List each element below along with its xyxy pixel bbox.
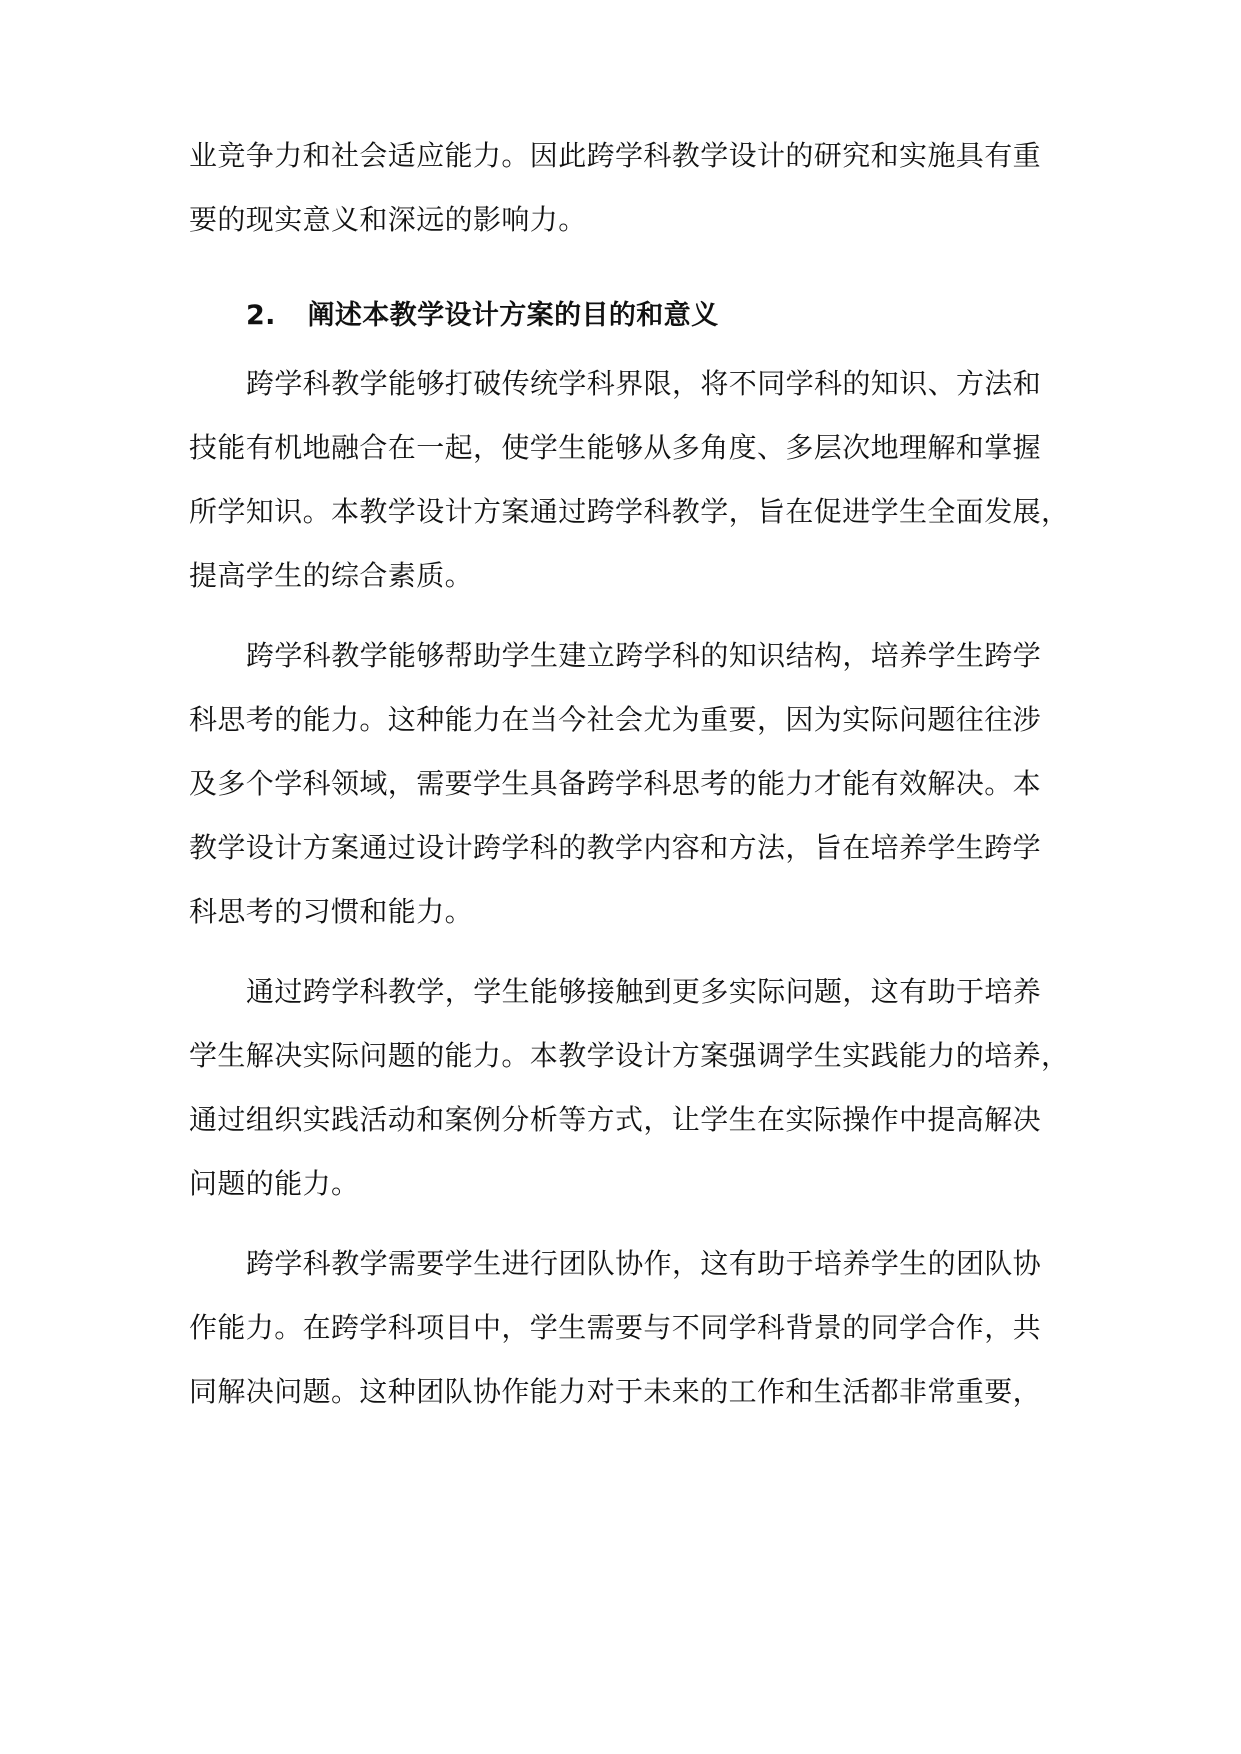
paragraph-2-line-2: 科思考的能力。这种能力在当今社会尤为重要，因为实际问题往往涉 bbox=[189, 703, 1042, 736]
paragraph-3-line-3: 通过组织实践活动和案例分析等方式，让学生在实际操作中提高解决 bbox=[189, 1103, 1042, 1136]
paragraph-2-line-5: 科思考的习惯和能力。 bbox=[189, 895, 474, 928]
paragraph-1-line-4: 提高学生的综合素质。 bbox=[189, 559, 474, 592]
paragraph-1-line-1: 跨学科教学能够打破传统学科界限，将不同学科的知识、方法和 bbox=[246, 367, 1042, 400]
paragraph-3-line-4: 问题的能力。 bbox=[189, 1167, 360, 1200]
paragraph-2-line-1: 跨学科教学能够帮助学生建立跨学科的知识结构，培养学生跨学 bbox=[246, 639, 1042, 672]
continuation-line-2: 要的现实意义和深远的影响力。 bbox=[189, 203, 587, 236]
paragraph-4-line-1: 跨学科教学需要学生进行团队协作，这有助于培养学生的团队协 bbox=[246, 1247, 1042, 1280]
paragraph-4-line-3: 同解决问题。这种团队协作能力对于未来的工作和生活都非常重要， bbox=[189, 1375, 1042, 1408]
paragraph-4-line-2: 作能力。在跨学科项目中，学生需要与不同学科背景的同学合作，共 bbox=[189, 1311, 1042, 1344]
section-number: 2. bbox=[246, 300, 276, 331]
continuation-line-1: 业竞争力和社会适应能力。因此跨学科教学设计的研究和实施具有重 bbox=[189, 139, 1042, 172]
paragraph-3-line-1: 通过跨学科教学，学生能够接触到更多实际问题，这有助于培养 bbox=[246, 975, 1042, 1008]
paragraph-2-line-4: 教学设计方案通过设计跨学科的教学内容和方法，旨在培养学生跨学 bbox=[189, 831, 1042, 864]
paragraph-2-line-3: 及多个学科领域，需要学生具备跨学科思考的能力才能有效解决。本 bbox=[189, 767, 1042, 800]
paragraph-1-line-2: 技能有机地融合在一起，使学生能够从多角度、多层次地理解和掌握 bbox=[189, 431, 1042, 464]
section-heading bbox=[246, 296, 1116, 336]
paragraph-3-line-2: 学生解决实际问题的能力。本教学设计方案强调学生实践能力的培养， bbox=[189, 1039, 1070, 1072]
paragraph-1-line-3: 所学知识。本教学设计方案通过跨学科教学，旨在促进学生全面发展， bbox=[189, 495, 1070, 528]
section-title: 阐述本教学设计方案的目的和意义 bbox=[307, 300, 719, 331]
